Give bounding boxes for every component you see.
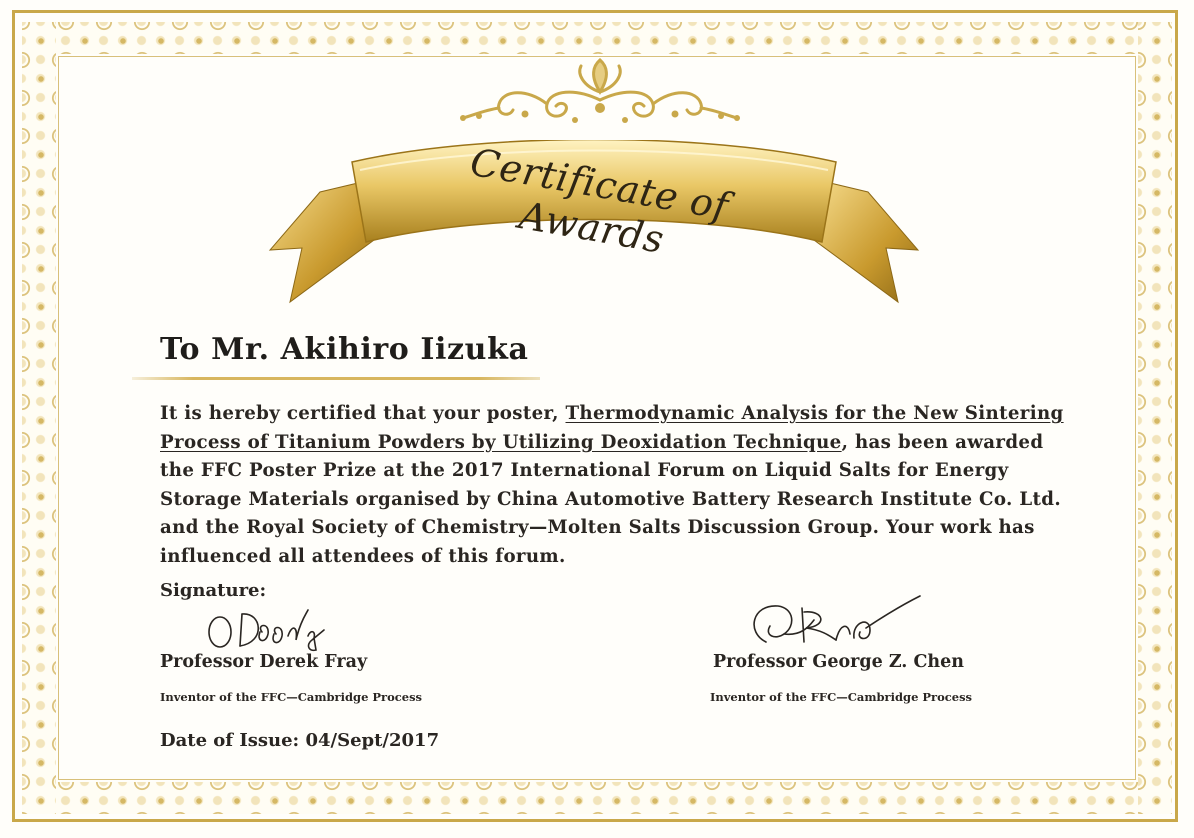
floral-border-top xyxy=(28,22,1166,54)
body-intro: It is hereby certified that your poster, xyxy=(160,403,559,424)
date-of-issue: Date of Issue: 04/Sept/2017 xyxy=(160,730,440,751)
signatory-1-role: Inventor of the FFC—Cambridge Process xyxy=(160,690,423,704)
certificate-title: Certificate of Awards xyxy=(467,139,732,262)
signatory-1-name: Professor Derek Fray xyxy=(160,652,368,672)
crest-flourish-icon xyxy=(455,58,745,130)
floral-border-left xyxy=(22,22,56,814)
body-rest: , has been awarded the FFC Poster Prize at the 2017 International Forum on Liquid Salts for Energy Storage Materials organised by China Automotive Battery Research Institute Co. Ltd. and the Royal Society of Chemistry—Molten Salts Discussion Group. Your work has influenced all attendees of this forum. xyxy=(160,431,1062,567)
signature-chen-image xyxy=(744,592,924,650)
signature-label: Signature: xyxy=(160,580,267,601)
signatory-2-role: Inventor of the FFC—Cambridge Process xyxy=(710,690,973,704)
certificate-body xyxy=(160,400,1075,571)
floral-border-bottom xyxy=(28,782,1166,814)
floral-border-right xyxy=(1138,22,1172,814)
signatory-2-name: Professor George Z. Chen xyxy=(713,652,964,672)
poster-title: Thermodynamic Analysis for the New Sintering Process of Titanium Powders by Utilizing Deoxidation Technique xyxy=(160,403,1064,453)
signature-fray-image xyxy=(204,602,334,652)
recipient-name: To Mr. Akihiro Iizuka xyxy=(160,332,529,367)
recipient-underline xyxy=(132,377,540,380)
